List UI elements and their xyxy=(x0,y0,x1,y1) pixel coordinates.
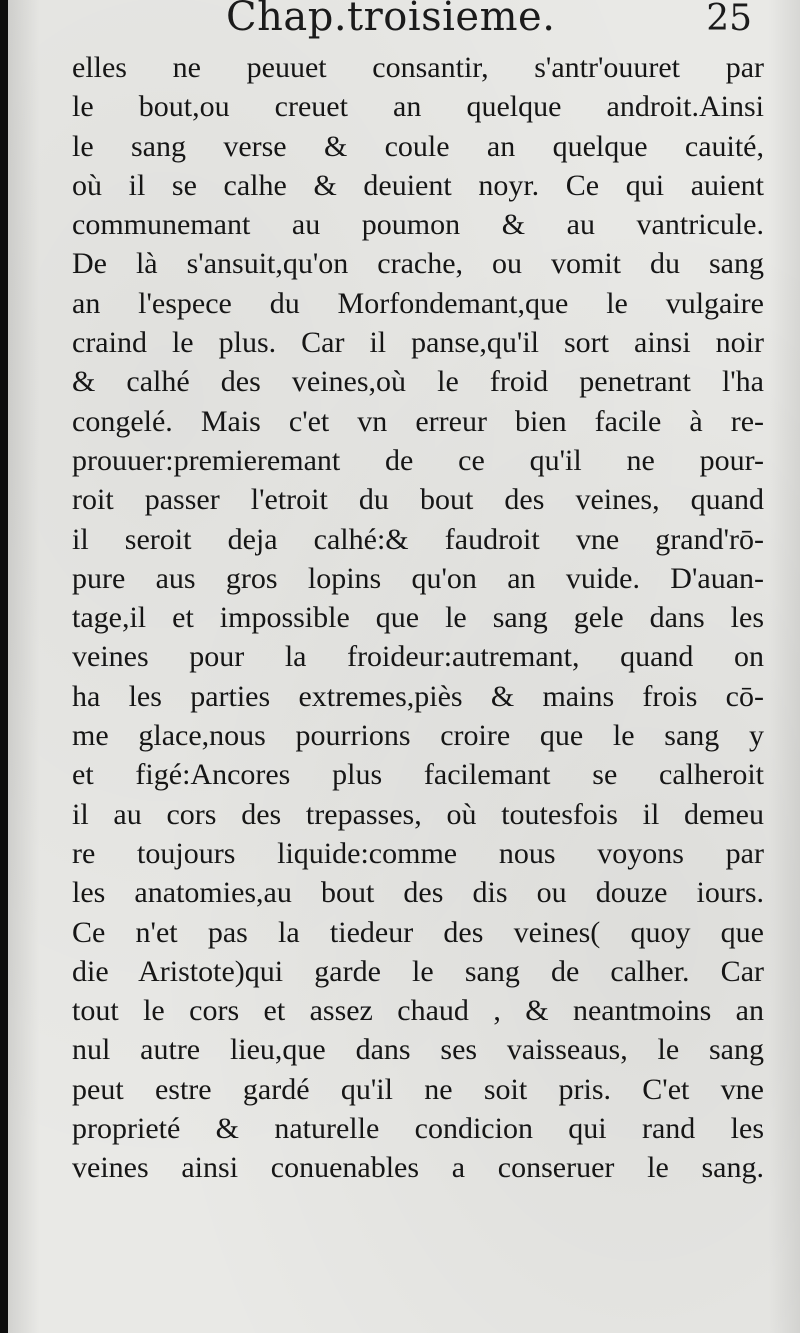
text-line: congelé. Mais c'et vn erreur bien facile à re- xyxy=(72,404,764,438)
text-line: re toujours liquide:comme nous voyons par xyxy=(72,836,764,870)
text-line: elles ne peuuet consantir, s'antr'ouuret par xyxy=(72,51,764,84)
text-line: le bout,ou creuet an quelque androit.Ainsi xyxy=(72,90,764,124)
text-line: il au cors des trepasses, où toutesfois il demeu xyxy=(72,797,764,831)
text-line: communemant au poumon & au vantricule. xyxy=(72,208,764,242)
body-text xyxy=(72,48,764,1188)
text-line: proprieté & naturelle condicion qui rand les xyxy=(72,1112,764,1146)
text-line: les anatomies,au bout des dis ou douze iours. xyxy=(72,876,764,910)
text-line: roit passer l'etroit du bout des veines, quand xyxy=(72,483,764,517)
text-line: ha les parties extremes,piès & mains frois cō- xyxy=(72,679,764,713)
scan-left-edge xyxy=(0,0,8,1333)
text-line: prouuer:premieremant de ce qu'il ne pour- xyxy=(72,443,764,477)
text-line: craind le plus. Car il panse,qu'il sort ainsi noir xyxy=(72,326,764,360)
text-line: nul autre lieu,que dans ses vaisseaus, le sang xyxy=(72,1033,764,1067)
text-line: pure aus gros lopins qu'on an vuide. D'auan- xyxy=(72,561,764,595)
page-header xyxy=(8,0,800,48)
text-line: die Aristote)qui garde le sang de calher. Car xyxy=(72,954,764,988)
text-line: tout le cors et assez chaud , & neantmoins an xyxy=(72,994,764,1028)
text-line: Ce n'et pas la tiedeur des veines( quoy que xyxy=(72,915,764,949)
text-line: il seroit deja calhé:& faudroit vne grand'rō- xyxy=(72,522,764,556)
running-title: Chap.troisieme. xyxy=(226,0,556,40)
text-line: an l'espece du Morfondemant,que le vulgaire xyxy=(72,286,764,320)
text-line: et figé:Ancores plus facilemant se calheroit xyxy=(72,758,764,792)
book-page xyxy=(8,0,800,1333)
text-line: le sang verse & coule an quelque cauité, xyxy=(72,129,764,163)
text-line: veines ainsi conuenables a conseruer le sang. xyxy=(72,1151,764,1185)
text-line: veines pour la froideur:autremant, quand on xyxy=(72,640,764,674)
text-line: me glace,nous pourrions croire que le sang y xyxy=(72,719,764,753)
text-line: où il se calhe & deuient noyr. Ce qui auient xyxy=(72,168,764,202)
page-number: 25 xyxy=(706,0,752,39)
text-line: tage,il et impossible que le sang gele dans les xyxy=(72,601,764,635)
text-line: & calhé des veines,où le froid penetrant l'ha xyxy=(72,365,764,399)
text-line: peut estre gardé qu'il ne soit pris. C'et vne xyxy=(72,1072,764,1106)
text-line: De là s'ansuit,qu'on crache, ou vomit du sang xyxy=(72,247,764,281)
